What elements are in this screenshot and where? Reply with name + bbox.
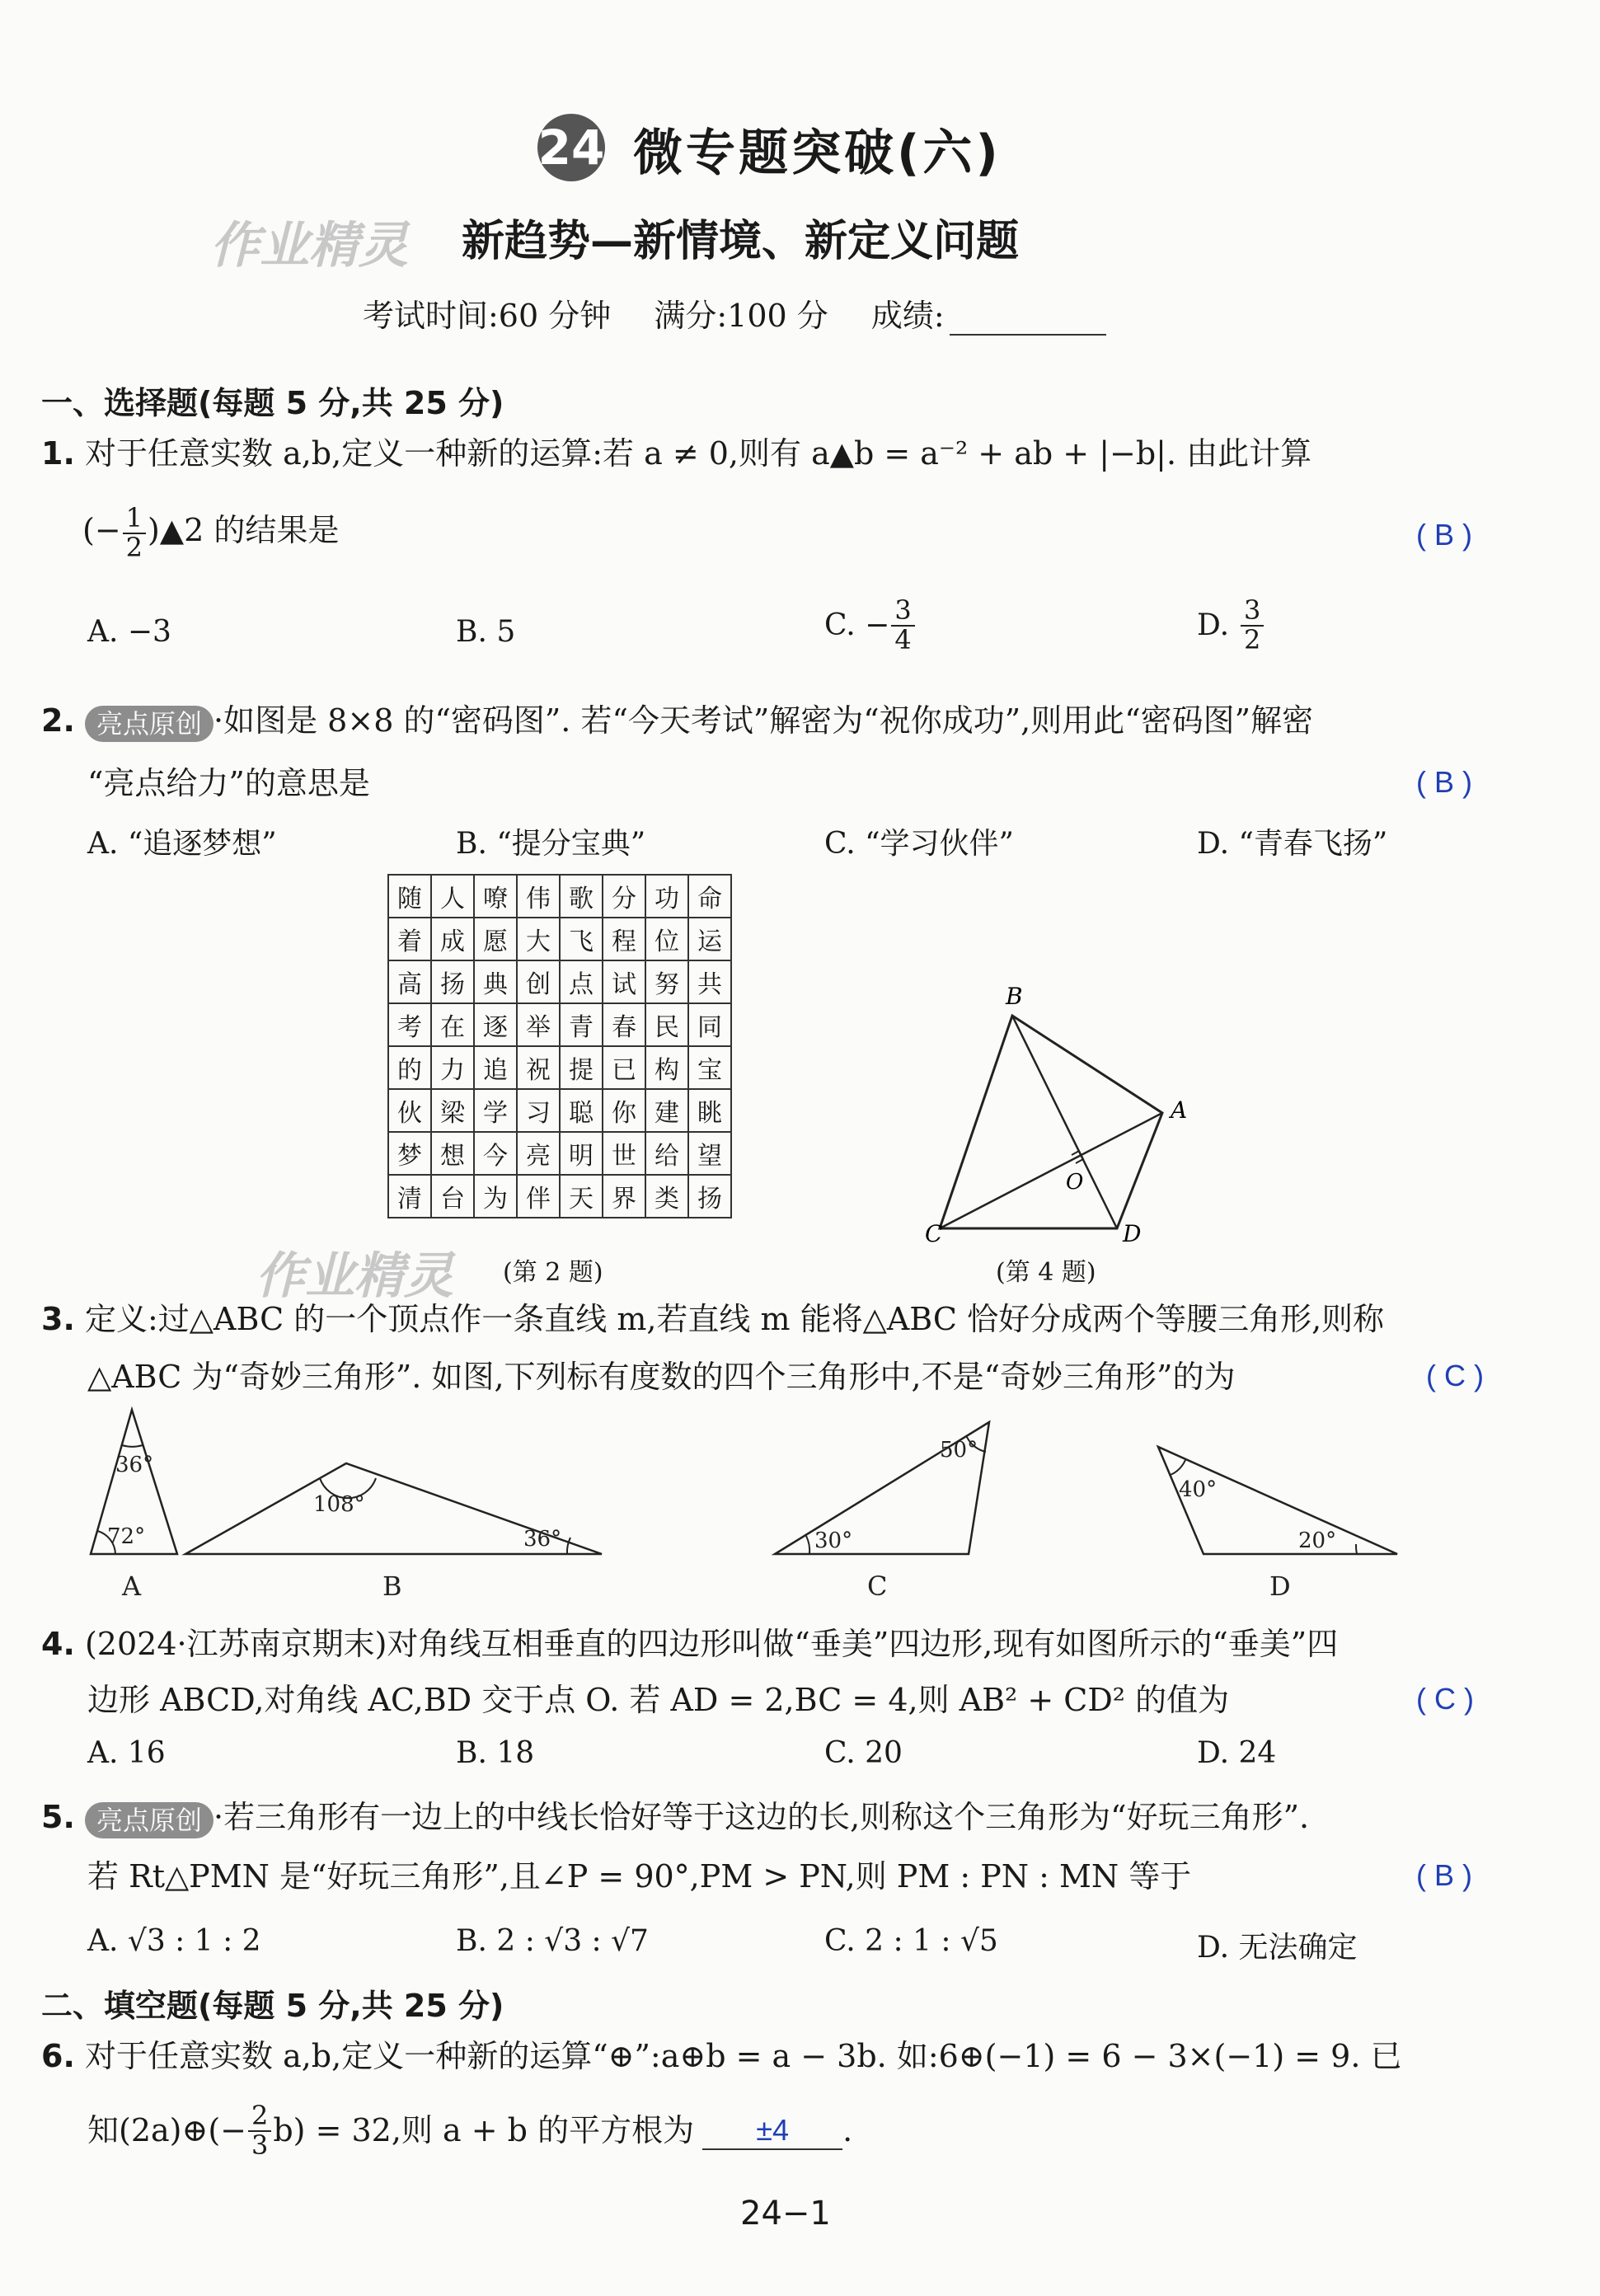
- fraction-denominator: 3: [251, 2129, 269, 2161]
- angle-arc: [806, 1536, 809, 1554]
- option-b[interactable]: B. “提分宝典”: [456, 827, 646, 861]
- grid-cell: 共: [688, 960, 731, 1003]
- triangle-label: B: [382, 1571, 402, 1602]
- question-number: 2.: [41, 702, 75, 739]
- page-title: 微专题突破(六): [633, 124, 1002, 182]
- grid-cell: 分: [603, 875, 645, 918]
- grid-cell: 考: [388, 1003, 431, 1046]
- question-text: 如图是 8×8 的“密码图”. 若“今天考试”解密为“祝你成功”,则用此“密码图”解密: [223, 702, 1314, 739]
- fraction-denominator: 2: [125, 531, 143, 563]
- grid-cell: 的: [388, 1046, 431, 1089]
- option-a[interactable]: A. −3: [87, 615, 171, 649]
- exam-info: [363, 290, 1106, 336]
- angle-label: 40°: [1179, 1477, 1218, 1502]
- answer-q1: ( B ): [1416, 518, 1472, 552]
- grid-cell: 你: [603, 1089, 645, 1132]
- grid-cell: 学: [474, 1089, 517, 1132]
- question-text: b) = 32,则 a + b 的平方根为: [273, 2111, 695, 2148]
- triangle-label: C: [867, 1571, 888, 1602]
- grid-row: [388, 1132, 731, 1175]
- grid-cell: 眺: [688, 1089, 731, 1132]
- grid-cell: 力: [431, 1046, 474, 1089]
- question-number: 6.: [41, 2038, 75, 2074]
- option-label: D.: [1197, 608, 1230, 643]
- fraction: [1241, 594, 1264, 655]
- grid-cell: 典: [474, 960, 517, 1003]
- grid-row: [388, 1089, 731, 1132]
- grid-cell: 明: [560, 1132, 603, 1175]
- grid-cell: 伙: [388, 1089, 431, 1132]
- grid-cell: 今: [474, 1132, 517, 1175]
- question-number: 3.: [41, 1301, 75, 1337]
- full-score: 满分:100 分: [654, 298, 828, 334]
- grid-cell: 大: [517, 918, 560, 960]
- triangle-label: D: [1269, 1571, 1291, 1602]
- question-number: 5.: [41, 1799, 75, 1835]
- grid-cell: 宝: [688, 1046, 731, 1089]
- watermark: 作业精灵: [256, 1247, 453, 1305]
- grid-cell: 清: [388, 1175, 431, 1218]
- angle-label: 36°: [115, 1453, 154, 1477]
- grid-cell: 人: [431, 875, 474, 918]
- period: .: [842, 2111, 853, 2148]
- question-3-line2: △ABC 为“奇妙三角形”. 如图,下列标有度数的四个三角形中,不是“奇妙三角形”的为: [87, 1359, 1236, 1395]
- angle-label: 20°: [1298, 1528, 1337, 1553]
- page-subtitle: 新趋势—新情境、新定义问题: [462, 217, 1020, 266]
- grid-cell: 点: [560, 960, 603, 1003]
- grid-cell: 提: [560, 1046, 603, 1089]
- grid-cell: 在: [431, 1003, 474, 1046]
- grid-cell: 飞: [560, 918, 603, 960]
- question-number: 4.: [41, 1626, 75, 1662]
- option-label: C. −: [824, 608, 890, 643]
- section-heading: 一、选择题(每题 5 分,共 25 分): [41, 385, 504, 421]
- grid-cell: 运: [688, 918, 731, 960]
- grid-cell: 想: [431, 1132, 474, 1175]
- option-d[interactable]: [1197, 594, 1265, 655]
- option-a[interactable]: A. √3 : 1 : 2: [87, 1924, 261, 1958]
- grid-cell: 同: [688, 1003, 731, 1046]
- answer-q2: ( B ): [1416, 765, 1472, 799]
- angle-label: 36°: [523, 1527, 562, 1552]
- grid-cell: 程: [603, 918, 645, 960]
- grid-cell: 建: [645, 1089, 688, 1132]
- angle-label: 72°: [107, 1524, 146, 1549]
- fraction: [248, 2102, 271, 2159]
- cipher-grid: [387, 874, 732, 1218]
- option-d[interactable]: D. “青春飞扬”: [1197, 827, 1388, 861]
- grid-cell: 台: [431, 1175, 474, 1218]
- grid-cell: 聪: [560, 1089, 603, 1132]
- grid-cell: 习: [517, 1089, 560, 1132]
- grid-cell: 伴: [517, 1175, 560, 1218]
- figure-caption-4: (第 4 题): [996, 1258, 1096, 1287]
- question-text: )▲2 的结果是: [148, 512, 340, 549]
- grid-cell: 高: [388, 960, 431, 1003]
- angle-arc: [122, 1445, 143, 1447]
- grid-cell: 梁: [431, 1089, 474, 1132]
- grid-cell: 嘹: [474, 875, 517, 918]
- grid-cell: 青: [560, 1003, 603, 1046]
- label-d: D: [1123, 1220, 1142, 1245]
- option-b[interactable]: B. 2 : √3 : √7: [456, 1924, 649, 1958]
- grid-cell: 类: [645, 1175, 688, 1218]
- grid-cell: 给: [645, 1132, 688, 1175]
- grid-cell: 界: [603, 1175, 645, 1218]
- option-d[interactable]: D. 无法确定: [1197, 1931, 1358, 1965]
- fraction-denominator: 4: [894, 623, 912, 655]
- grid-cell: 天: [560, 1175, 603, 1218]
- score-label: 成绩:: [870, 298, 945, 334]
- fraction-denominator: 2: [1244, 623, 1261, 655]
- option-b[interactable]: B. 18: [456, 1736, 535, 1770]
- grid-cell: 世: [603, 1132, 645, 1175]
- question-6-line1: [41, 2038, 1402, 2076]
- exam-time: 考试时间:60 分钟: [363, 298, 612, 334]
- option-c[interactable]: C. “学习伙伴”: [824, 827, 1014, 861]
- grid-row: [388, 918, 731, 960]
- grid-cell: 愿: [474, 918, 517, 960]
- quadrilateral-abcd: [940, 1016, 1162, 1228]
- figure-caption-2: (第 2 题): [503, 1258, 603, 1287]
- question-number: 1.: [41, 435, 75, 472]
- grid-cell: 随: [388, 875, 431, 918]
- diagonal-bd: [1012, 1016, 1117, 1228]
- answer-q3: ( C ): [1426, 1359, 1484, 1392]
- option-d[interactable]: D. 24: [1197, 1736, 1277, 1770]
- grid-row: [388, 1046, 731, 1089]
- score-blank[interactable]: [950, 306, 1106, 336]
- grid-row: [388, 960, 731, 1003]
- question-4-line1: [41, 1626, 1338, 1664]
- answer-q4: ( C ): [1416, 1682, 1474, 1716]
- grid-cell: 梦: [388, 1132, 431, 1175]
- fraction-numerator: 3: [891, 597, 914, 627]
- grid-row: [388, 1003, 731, 1046]
- grid-cell: 举: [517, 1003, 560, 1046]
- question-6-line2: [87, 2102, 852, 2159]
- grid-cell: 成: [431, 918, 474, 960]
- quadrilateral-figure: [915, 981, 1220, 1245]
- option-c[interactable]: [824, 594, 917, 655]
- question-5-line1: 5. 亮点原创 ·若三角形有一边上的中线长恰好等于这边的长,则称这个三角形为“好玩三角形”.: [41, 1799, 1309, 1838]
- question-1-line2: [82, 502, 340, 563]
- watermark: 作业精灵: [210, 217, 408, 275]
- answer-q6: ±4: [756, 2112, 789, 2147]
- grid-cell: 着: [388, 918, 431, 960]
- highlight-tag: 亮点原创: [85, 1802, 213, 1838]
- grid-cell: 功: [645, 875, 688, 918]
- grid-row: [388, 875, 731, 918]
- triangle-label: A: [122, 1571, 142, 1602]
- question-2-line2: “亮点给力”的意思是: [87, 765, 370, 801]
- question-text: 定义:过△ABC 的一个顶点作一条直线 m,若直线 m 能将△ABC 恰好分成两个等腰三角形,则称: [84, 1301, 1385, 1337]
- grid-cell: 构: [645, 1046, 688, 1089]
- fraction: [891, 594, 914, 655]
- angle-label: 50°: [940, 1438, 978, 1463]
- question-2-line1: 2. 亮点原创 ·如图是 8×8 的“密码图”. 若“今天考试”解密为“祝你成功”,则用此“密码图”解密: [41, 702, 1313, 742]
- label-a: A: [1171, 1096, 1188, 1124]
- page-number: 24−1: [740, 2195, 831, 2233]
- question-text: 对于任意实数 a,b,定义一种新的运算:若 a ≠ 0,则有 a▲b = a⁻² + ab + |−b|. 由此计算: [84, 435, 1312, 472]
- answer-blank-q6[interactable]: [702, 2111, 842, 2151]
- grid-cell: 试: [603, 960, 645, 1003]
- question-text: (2024·江苏南京期末)对角线互相垂直的四边形叫做“垂美”四边形,现有如图所示的“垂美”四: [84, 1626, 1339, 1662]
- option-c[interactable]: C. 20: [824, 1736, 903, 1770]
- grid-cell: 命: [688, 875, 731, 918]
- question-text: 若三角形有一边上的中线长恰好等于这边的长,则称这个三角形为“好玩三角形”.: [223, 1799, 1310, 1835]
- question-1-line1: [41, 435, 1311, 473]
- angle-label: 108°: [313, 1492, 365, 1517]
- grid-cell: 努: [645, 960, 688, 1003]
- grid-cell: 祝: [517, 1046, 560, 1089]
- option-a[interactable]: A. “追逐梦想”: [87, 827, 277, 861]
- grid-cell: 位: [645, 918, 688, 960]
- chapter-badge: 24: [537, 114, 605, 181]
- angle-arc: [567, 1538, 570, 1554]
- option-b[interactable]: B. 5: [456, 615, 516, 649]
- fraction-numerator: 1: [123, 505, 146, 534]
- grid-cell: 春: [603, 1003, 645, 1046]
- answer-q5: ( B ): [1416, 1858, 1472, 1892]
- fraction: [123, 502, 146, 563]
- label-o: O: [1066, 1170, 1084, 1195]
- grid-cell: 扬: [688, 1175, 731, 1218]
- question-text: 知(2a)⊕(−: [87, 2111, 246, 2148]
- cipher-grid-figure: [387, 874, 732, 1218]
- grid-cell: 民: [645, 1003, 688, 1046]
- option-c[interactable]: C. 2 : 1 : √5: [824, 1924, 998, 1958]
- grid-cell: 已: [603, 1046, 645, 1089]
- triangle-options: [74, 1406, 1434, 1603]
- grid-cell: 扬: [431, 960, 474, 1003]
- highlight-tag: 亮点原创: [85, 706, 213, 742]
- fraction-numerator: 3: [1241, 597, 1264, 627]
- angle-arc: [1171, 1460, 1185, 1475]
- option-a[interactable]: A. 16: [87, 1736, 166, 1770]
- grid-cell: 歌: [560, 875, 603, 918]
- section-heading: 二、填空题(每题 5 分,共 25 分): [41, 1988, 504, 2024]
- label-b: B: [1006, 983, 1023, 1010]
- angle-arc: [1356, 1544, 1357, 1554]
- question-5-line2: 若 Rt△PMN 是“好玩三角形”,且∠P = 90°,PM > PN,则 PM : PN : MN 等于: [87, 1858, 1192, 1895]
- grid-cell: 为: [474, 1175, 517, 1218]
- grid-cell: 逐: [474, 1003, 517, 1046]
- grid-cell: 追: [474, 1046, 517, 1089]
- fraction-numerator: 2: [248, 2102, 271, 2132]
- grid-cell: 望: [688, 1132, 731, 1175]
- paren-open: (−: [82, 512, 121, 549]
- angle-label: 30°: [814, 1528, 853, 1553]
- label-c: C: [925, 1220, 943, 1245]
- grid-row: [388, 1175, 731, 1218]
- grid-cell: 亮: [517, 1132, 560, 1175]
- question-3-line1: [41, 1301, 1384, 1339]
- grid-cell: 伟: [517, 875, 560, 918]
- question-4-line2: 边形 ABCD,对角线 AC,BD 交于点 O. 若 AD = 2,BC = 4,则 AB² + CD² 的值为: [87, 1682, 1230, 1718]
- question-text: 对于任意实数 a,b,定义一种新的运算“⊕”:a⊕b = a − 3b. 如:6⊕(−1) = 6 − 3×(−1) = 9. 已: [84, 2038, 1402, 2074]
- grid-cell: 创: [517, 960, 560, 1003]
